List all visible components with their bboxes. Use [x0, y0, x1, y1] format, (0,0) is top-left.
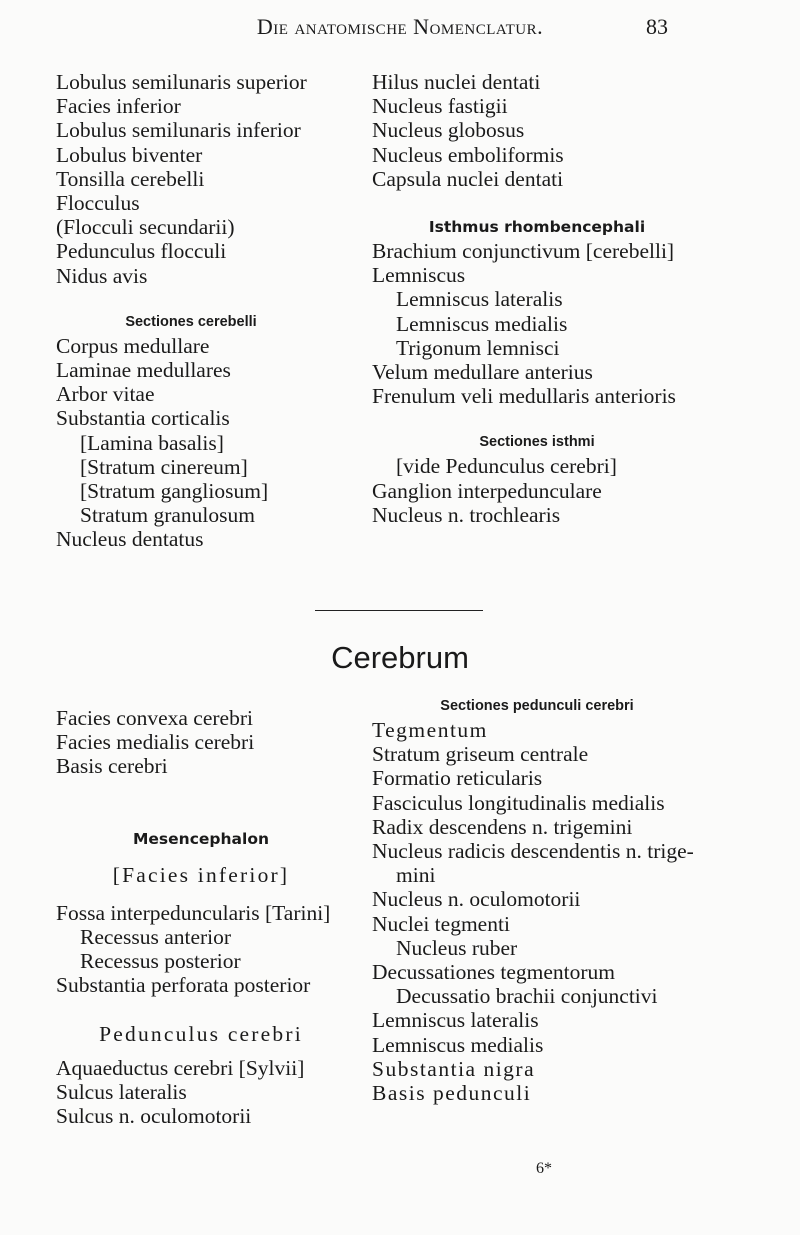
list-item: Lemniscus medialis [372, 1032, 544, 1057]
list-item: mini [396, 863, 436, 888]
subheading-facies-inferior: [Facies inferior] [112, 862, 290, 887]
list-item: Formatio reticularis [372, 766, 543, 791]
list-item: [Lamina basalis] [80, 430, 224, 455]
section-heading-pedunculi: Sectiones pedunculi cerebri [440, 698, 634, 714]
list-item: Facies inferior [56, 94, 181, 119]
list-item: Flocculus [56, 191, 140, 216]
list-item: Lemniscus lateralis [396, 287, 563, 312]
list-item: Lobulus biventer [56, 142, 203, 167]
list-item: Nucleus dentatus [56, 527, 204, 552]
list-item: Decussatio brachii conjunctivi [396, 984, 658, 1009]
list-item: Substantia corticalis [56, 406, 230, 431]
list-item: Nucleus radicis descendentis n. trige- [372, 839, 694, 864]
subheading-pedunculus: Pedunculus cerebri [99, 1021, 303, 1046]
list-item: Substantia nigra [372, 1056, 536, 1081]
top-right-column [372, 70, 792, 527]
list-item: Stratum granulosum [80, 503, 255, 528]
list-item: Nucleus n. trochlearis [372, 502, 561, 527]
list-item: (Flocculi secundarii) [56, 215, 235, 240]
list-item: Trigonum lemnisci [396, 335, 560, 360]
list-item: Lemniscus lateralis [372, 1008, 539, 1033]
list-item: Recessus posterior [80, 949, 241, 974]
list-item: Frenulum veli medullaris anterioris [372, 384, 676, 409]
list-item: Nidus avis [56, 263, 148, 288]
list-item: Fossa interpeduncularis [Tarini] [56, 900, 331, 925]
running-title: Die anatomische Nomenclatur. [256, 14, 544, 39]
list-item: Nucleus fastigii [372, 94, 508, 119]
list-item: Arbor vitae [56, 382, 155, 407]
list-item: Tegmentum [372, 718, 488, 742]
list-item: Capsula nuclei dentati [372, 166, 564, 191]
list-item: Pedunculus flocculi [56, 239, 227, 264]
list-item: Nucleus globosus [372, 118, 525, 143]
list-item: Lobulus semilunaris superior [56, 70, 307, 94]
cerebrum-title: Cerebrum [331, 640, 469, 675]
list-item: [vide Pedunculus cerebri] [396, 454, 617, 479]
list-item: Nucleus emboliformis [372, 142, 564, 167]
list-item: Tonsilla cerebelli [56, 166, 205, 191]
list-item: Velum medullare anterius [372, 360, 593, 385]
list-item: Stratum griseum centrale [372, 742, 589, 767]
list-item: Laminae medullares [56, 358, 231, 383]
list-item: Corpus medullare [56, 333, 210, 358]
section-heading-isthmus: Isthmus rhombencephali [428, 218, 646, 237]
list-item: Basis pedunculi [372, 1081, 532, 1106]
list-item: Nuclei tegmenti [372, 911, 510, 936]
list-item: [Stratum cinereum] [80, 454, 248, 479]
list-item: Hilus nuclei dentati [372, 70, 541, 94]
list-item: Brachium conjunctivum [cerebelli] [372, 239, 675, 264]
bottom-left-column [56, 706, 386, 1128]
list-item: Aquaeductus cerebri [Sylvii] [56, 1055, 305, 1080]
list-item: Lemniscus medialis [396, 311, 568, 336]
list-item: Nucleus n. oculomotorii [372, 887, 581, 912]
page-number: 83 [646, 14, 668, 39]
list-item: Decussationes tegmentorum [372, 960, 616, 985]
page-header [0, 14, 800, 48]
list-item: Lemniscus [372, 263, 466, 288]
bottom-right-column [372, 694, 792, 1105]
list-item: Substantia perforata posterior [56, 973, 311, 998]
top-left-column [56, 70, 386, 552]
section-heading-isthmi: Sectiones isthmi [479, 434, 595, 451]
list-item: Sulcus n. oculomotorii [56, 1104, 252, 1129]
list-item: Lobulus semilunaris inferior [56, 118, 301, 143]
section-divider [315, 610, 483, 611]
list-item: Nucleus ruber [396, 935, 518, 960]
list-item: Sulcus lateralis [56, 1080, 187, 1105]
list-item: Facies medialis cerebri [56, 730, 255, 755]
list-item: Recessus anterior [80, 925, 232, 950]
section-heading-mesencephalon: Mesencephalon [133, 829, 269, 848]
signature-mark: 6* [536, 1160, 552, 1177]
list-item: Basis cerebri [56, 754, 168, 779]
section-heading-cerebelli: Sectiones cerebelli [125, 313, 257, 330]
list-item: Fasciculus longitudinalis medialis [372, 790, 665, 815]
list-item: Ganglion interpedunculare [372, 478, 602, 503]
list-item: Facies convexa cerebri [56, 706, 253, 730]
list-item: Radix descendens n. trigemini [372, 814, 633, 839]
list-item: [Stratum gangliosum] [80, 479, 269, 504]
